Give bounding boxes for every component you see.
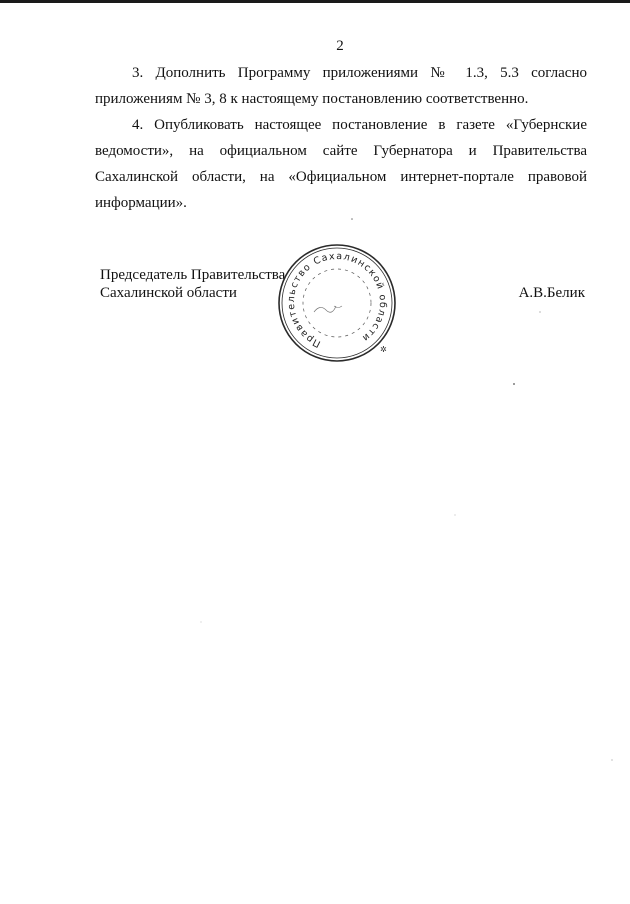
scan-top-border — [0, 0, 630, 3]
signatory-title — [100, 266, 285, 302]
paragraph-3: 3. Дополнить Программу приложениями № 1.3, 5.3 согласно приложениям № 3, 8 к настоящему постановлению соответственно. — [95, 65, 587, 107]
scan-speck — [455, 515, 456, 516]
scan-speck — [351, 218, 353, 220]
signatory-title-line-1: Председатель Правительства — [100, 267, 286, 283]
seal-outer-ring-inner — [282, 248, 392, 358]
scan-speck — [201, 622, 202, 623]
seal-inner-ring — [303, 269, 371, 337]
seal-emblem-trace — [314, 306, 336, 312]
scan-speck — [539, 311, 540, 312]
scan-speck — [513, 383, 515, 385]
scan-speck — [611, 759, 612, 760]
signatory-name: А.В.Белик — [518, 285, 585, 301]
signatory-title-line-2: Сахалинской области — [100, 285, 237, 301]
seal-ring-text: Правительство Сахалинской области — [285, 250, 389, 350]
paragraph-4: 4. Опубликовать настоящее постановление в газете «Губернские ведомости», на официальном сайте Губернатора и Правительства Сахалинской области, на «Официальном интернет-портале правовой информации». — [95, 117, 587, 211]
page-number: 2 — [336, 38, 344, 54]
official-seal-stamp — [276, 240, 398, 366]
seal-star-glyph: ✲ — [380, 345, 387, 354]
